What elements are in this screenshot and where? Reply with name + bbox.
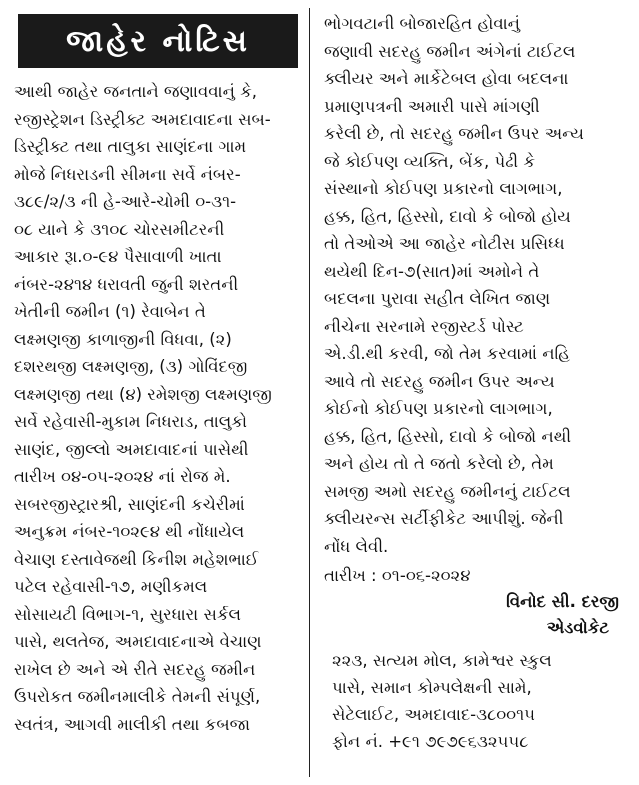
address-line: સેટેલાઈટ, અમદાવાદ-૩૮૦૦૧૫ — [332, 705, 535, 724]
body-line: અનુક્રમ નંબર-૧૦૨૯૪ થી નોંધાયેલ — [14, 522, 245, 541]
column-divider — [309, 8, 310, 777]
body-line: લક્ષ્મણજી તથા (૪) રમેશજી લક્ષ્મણજી — [14, 384, 272, 404]
body-line: અને હોય તો તે જતો કરેલો છે, તેમ — [324, 454, 554, 473]
notice-date: તારીખ : ૦૧-૦૬-૨૦૨૪ — [324, 566, 471, 585]
body-line: નીચેના સરનામે રજીસ્ટર્ડ પોસ્ટ — [324, 316, 524, 336]
body-line: હક્ક, હિત, હિસ્સો, દાવો કે બોજો હોય — [324, 206, 571, 226]
body-line: ૩૮૯/૨/૩ ની હે-આરે-ચોમી ૦-૩૧- — [14, 192, 237, 211]
body-line: કોઈનો કોઈપણ પ્રકારનો લાગભાગ, — [324, 399, 553, 418]
address-line: પાસે, સમાન કોમ્પલેક્ષની સામે, — [332, 678, 532, 697]
body-line: સબરજીસ્ટ્રારશ્રી, સાણંદની કચેરીમાં — [14, 494, 245, 514]
body-line: જે કોઈપણ વ્યક્તિ, બેંક, પેઢી કે — [324, 151, 536, 171]
body-line: લક્ષ્મણજી કાળાજીની વિધવા, (૨) — [14, 329, 232, 349]
body-line: સ્વતંત્ર, આગવી માલીકી તથા કબજા — [14, 714, 250, 734]
body-line: તો તેઓએ આ જાહેર નોટીસ પ્રસિધ્ધ — [324, 234, 565, 253]
body-line: ખેતીની જમીન (૧) રેવાબેન તે — [14, 302, 206, 321]
notice-title: જાહેર નોટિસ — [18, 14, 298, 68]
body-line: સર્વે રહેવાસી-મુકામ નિધરાડ, તાલુકો — [14, 412, 248, 431]
address-line: ૨૨૩, સત્યમ મોલ, કામેશ્વર સ્કુલ — [332, 651, 552, 670]
body-line: ઉપરોકત જમીનમાલીકે તેમની સંપૂર્ણ, — [14, 687, 261, 706]
body-line: ડિસ્ટ્રીક્ટ તથા તાલુકા સાણંદના ગામ — [14, 137, 247, 156]
address-line: ફોન નં. +૯૧ ૭૯૭૯૬૩૨૫૫૮ — [332, 732, 529, 751]
body-line: ૦૮ યાને કે ૩૧૦૮ ચોરસમીટરની — [14, 219, 225, 239]
body-line: સંસ્થાનો કોઈપણ પ્રકારનો લાગભાગ, — [324, 179, 563, 198]
body-line: સોસાયટી વિભાગ-૧, સુરધારા સર્કલ — [14, 604, 241, 624]
body-line: તારીખ ૦૪-૦૫-૨૦૨૪ નાં રોજ મે. — [14, 467, 231, 486]
body-line: કરેલી છે, તો સદરહુ જમીન ઉપર અન્ય — [324, 124, 584, 143]
advocate-address — [312, 641, 639, 755]
body-line: પ્રમાણપત્રની અમારી પાસે માંગણી — [324, 96, 540, 116]
left-column — [0, 0, 308, 785]
advocate-name: વિનોદ સી. દરજી — [506, 592, 619, 611]
body-line: ભોગવટાની બોજારહિત હોવાનું — [324, 14, 520, 33]
body-line: જણાવી સદરહુ જમીન અંગેનાં ટાઈટલ — [324, 41, 576, 61]
body-line: બદલના પુરાવા સહીત લેખિત જાણ — [324, 289, 551, 308]
body-line: ક્લીયરન્સ સર્ટીફીકેટ આપીશું. જેની — [324, 509, 564, 528]
body-line: પાસે, થલતેજ, અમદાવાદનાએ વેચાણ — [14, 632, 262, 651]
body-line: ક્લીયર અને માર્કેટેબલ હોવા બદલના — [324, 69, 569, 88]
body-line: રજીસ્ટ્રેશન ડિસ્ટ્રીક્ટ અમદાવાદના સબ- — [14, 109, 271, 129]
body-line: વેચાણ દસ્તાવેજથી કિનીશ મહેશભાઈ — [14, 549, 259, 569]
body-line: થયેથી દિન-૭(સાત)માં અમોને તે — [324, 261, 540, 281]
body-line: આવે તો સદરહુ જમીન ઉપર અન્ય — [324, 371, 555, 391]
advocate-title: એડવોકેટ — [546, 618, 609, 637]
body-line: પટેલ રહેવાસી-૧૭, મણીકમલ — [14, 577, 208, 596]
body-line: સમજી અમો સદરહુ જમીનનું ટાઈટલ — [324, 481, 571, 501]
body-line: હક્ક, હિત, હિસ્સો, દાવો કે બોજો નથી — [324, 426, 572, 446]
body-line: આકાર રૂા.૦-૯૪ પૈસાવાળી ખાતા — [14, 247, 222, 266]
body-line: આથી જાહેર જનતાને જણાવવાનું કે, — [14, 82, 258, 101]
body-line: રાખેલ છે અને એ રીતે સદરહુ જમીન — [14, 659, 256, 679]
left-body-text — [0, 68, 308, 738]
right-column — [312, 0, 639, 785]
body-line: એ.ડી.થી કરવી, જો તેમ કરવામાં નહિ — [324, 344, 570, 363]
body-line: નંબર-૨૪૧૪ ધરાવતી જુની શરતની — [14, 274, 239, 294]
body-line: દશરથજી લક્ષ્મણજી, (૩) ગોવિંદજી — [14, 357, 248, 376]
body-line: સાણંદ, જીલ્લો અમદાવાદનાં પાસેથી — [14, 439, 249, 459]
body-line: મોજે નિધરાડની સીમના સર્વે નંબર- — [14, 164, 241, 184]
body-line: નોંધ લેવી. — [324, 536, 389, 556]
right-body-text — [312, 0, 639, 560]
